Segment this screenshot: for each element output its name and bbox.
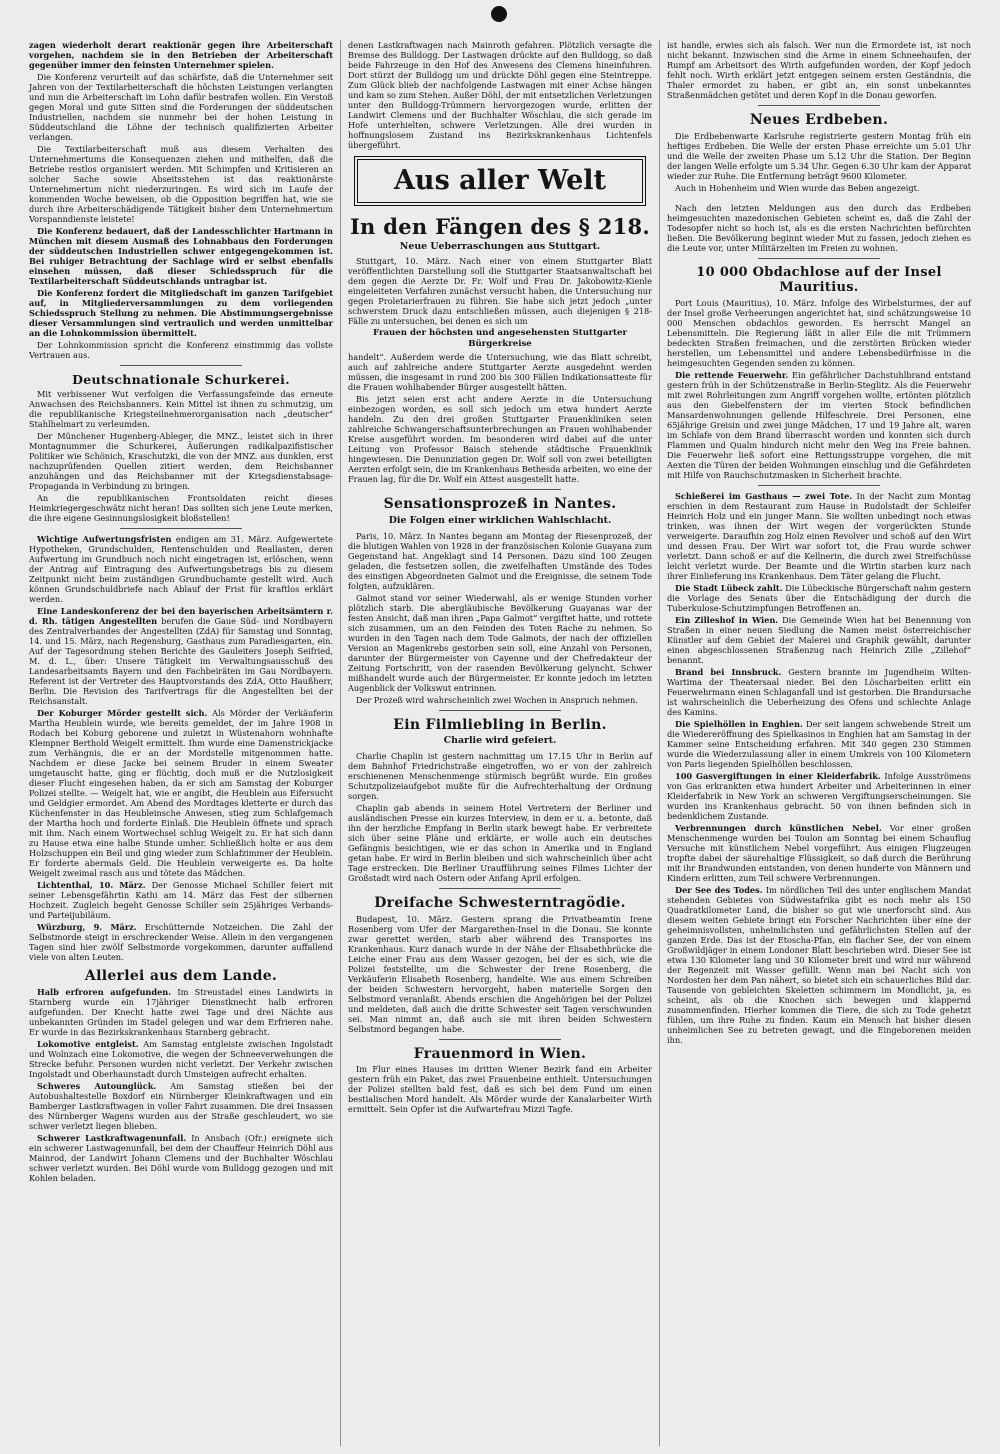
- news-item-lead: Der Koburger Mörder gestellt sich.: [37, 708, 208, 718]
- news-item-lead: Die Spielhöllen in Enghien.: [675, 718, 803, 729]
- columns: [22, 40, 978, 1446]
- paragraph: ist handle, erwies sich als falsch. Wer nun die Ermordete ist, ist noch nicht bekannt. Inzwischen sind die Arme in einem Schneehaufen, der Rumpf am Arbeitsort des Wirth aufgefunden worden, der Kopf jedoch fehlt noch. Wirth erklärt jetzt entgegen seinem ersten Geständnis, die Thaler ermordet zu haben, er gibt an, ein sonst unbekanntes Straßenmädchen getötet und deren Kopf in die Donau geworfen.: [667, 40, 971, 100]
- news-item: [29, 1133, 333, 1183]
- news-item-text: Die Lübeckische Bürgerschaft nahm gestern die Vorlage des Senats über die Entschädigung der durch die Tuberkulose-Schutzimpfungen Betroffenen an.: [667, 582, 971, 613]
- news-item: [29, 606, 333, 706]
- subheadline: Neue Ueberraschungen aus Stuttgart.: [399, 240, 601, 252]
- paragraph: Nach den letzten Meldungen aus den durch das Erdbeben heimgesuchten mazedonischen Gebieten scheint es, daß die Zahl der Todesopfer nicht so hoch ist, als es die ersten Nachrichten befürchten ließen. Die Bevölkerung beginnt wieder Mut zu fassen, jedoch ziehen es die Leute vor, unter Militärzelten im Freien zu wohnen.: [667, 202, 971, 253]
- paragraph: Chaplin gab abends in seinem Hotel Vertretern der Berliner und ausländischen Presse ein kurzes Interview, in dem er u. a. betonte, daß ihn der herzliche Empfang in Berlin stark bewegt habe. Er verbreitete sich über seine Pläne und erklärte, er wolle auch ein deutsches Gefängnis besichtigen, wie er das schon in Amerika und in England getan habe. Er wird in Berlin bleiben und sich wahrscheinlich über acht Tage erstrecken. Die Berliner Uraufführung seines Filmes Lichter der Großstadt wird nach Ostern oder Anfang April erfolgen.: [348, 802, 652, 883]
- paragraph: Die Erdbebenwarte Karlsruhe registrierte gestern Montag früh ein heftiges Erdbeben. Die Welle der ersten Phase erreichte um 5.01 Uhr und die Welle der zweiten Phase um 5.12 Uhr die Station. Der Beginn der langen Welle erfolgte um 5.34 Uhr. Gegen 6.30 Uhr kam der Apparat wieder zur Ruhe. Die Entfernung beträgt 9600 Kilometer.: [667, 130, 971, 181]
- news-item-text: Der Genosse Michael Schiller feiert mit seiner Lebensgefährtin Kathi am 14. März das Fest der silbernen Hochzeit. Zugleich begeht Genosse Schiller sein 25jähriges Verbands- und Parteijubiläum.: [29, 880, 333, 920]
- headline: 10 000 Obdachlose auf der Insel Mauritius.: [696, 264, 942, 296]
- news-item: [29, 1081, 333, 1131]
- news-item-text: In Ansbach (Ofr.) ereignete sich ein schwerer Lastwagenunfall, bei dem der Chauffeur Heinrich Döhl aus Mainrod, der Landwirt Johann Clemens und der Buchhalter Wöschlau schwer verletzt wurden. Bei Döhl wurde vom Bulldogg gezogen und mit Kohlen beladen.: [29, 1132, 333, 1183]
- column-left: [22, 40, 340, 1446]
- headline: Ein Filmliebling in Berlin.: [393, 716, 607, 733]
- news-item: [667, 615, 971, 665]
- news-item-lead: Eine Landeskonferenz der bei den bayerischen Arbeitsämtern r. d. Rh. tätigen Angestellten: [29, 606, 333, 626]
- news-item-text: Im nördlichen Teil des unter englischem Mandat stehenden Gebietes von Südwestafrika gibt es noch mehr als 150 Quadratkilometer Land, die bisher so gut wie unerforscht sind. Aus diesem weiten Gebiete bringt ein Forscher Nachrichten über eine der geheimnisvollsten, unheimlichsten und gefährlichsten Stellen auf der ganzen Erde. Das ist der Etoscha-Pfan, ein flacher See, der von einem Großwildjäger in einem Londoner Blatt beschrieben wird. Dieser See ist etwa 130 Kilometer lang und 30 Kilometer breit und wird nur während der Regenzeit mit Wasser gefüllt. Wenn man bei Nacht sich von Nordosten her dem Pan nähert, so bietet sich ein schauerliches Bild dar. Tausende von gebleichten Skeletten schimmern im Mondlicht, ja, es scheint, als ob die Knochen sich bewegen und klappernd zusammenfinden. Hierher kommen die Tiere, die sich zu Tode gehetzt fühlen, um ihre Ruhe zu finden. Kaum ein Mensch hat bisher diesen unheimlichen See zu betreten gewagt, und die Eingeborenen meiden ihn.: [667, 884, 971, 1045]
- headline: In den Fängen des § 218.: [349, 213, 651, 239]
- news-item-text: Am Samstag stießen bei der Autobushaltestelle Boxdorf ein Nürnberger Kleinkraftwagen und ein Bamberger Lastkraftwagen in voller Fahrt zusammen. Die drei Insassen des Nürnberger Wagens wurden aus der Straße geschleudert, wo sie schwer verletzt liegen blieben.: [29, 1080, 333, 1131]
- news-item-lead: Ein Zilleshof in Wien.: [675, 614, 779, 625]
- divider: [758, 258, 880, 259]
- news-item-text: Ein gefährlicher Dachstuhlbrand entstand gestern früh in der Schützenstraße in Berlin-Steglitz. Als die Feuerwehr mit zwei Rohrleitungen zum Angriff vorgehen wollte, ertönten plötzlich aus den Giebelfenstern der im vierten Stock befindlichen Mansardenwohnungen gellende Hilfeschreie. Drei Personen, eine 65jährige Greisin und zwei junge Mädchen, 17 und 19 Jahre alt, waren im Schlafe von dem Brand überrascht worden und konnten sich durch Flammen und Qualm hindurch nicht mehr den Weg ins Freie bahnen. Die Feuerwehr ließ sofort eine Rettungsstruppe vorgehen, die mit Aexten die Türen der beiden Wohnungen einschlug und die Gefährdeten mit Hilfe von Rauchschutzmasken in Sicherheit brachte.: [667, 369, 971, 480]
- news-item-lead: Würzburg, 9. März.: [37, 922, 137, 932]
- paragraph: Mit verbissener Wut verfolgen die Verfassungsfeinde das erneute Anwachsen des Reichsbanners. Kein Mittel ist ihnen zu schmutzig, um die republikanische Kriegsteilnehmerorganisation nach „deutscher“ Stahlhelmart zu verleumden.: [29, 389, 333, 429]
- news-item-text: Gestern brannte im Jugendheim Wilten-Wartima der Theatersaal nieder. Bei den Löscharbeiten erlitt ein Feuerwehrmann einen Schlaganfall und ist gestorben. Die Brandursache ist wahrscheinlich die Ueberheizung des Ofens und schlechte Anlage des Kamins.: [667, 666, 971, 717]
- news-item: [29, 708, 333, 878]
- paragraph: denen Lastkraftwagen nach Mainroth gefahren. Plötzlich versagte die Bremse des Bulldogg. Der Lastwagen drückte auf den Bulldogg, so daß beide Fahrzeuge in den Hof des Anwesens des Clemens hineinfuhren. Dort stürzt der Bulldogg um und drückte Döhl gegen eine Steintreppe. Zum Glück blieb der nachfolgende Lastwagen mit einer Achse hängen und kam so zum Stehen. Außer Döhl, der mit entsetzlichen Verletzungen unter den Bulldogg-Trümmern hervorgezogen wurde, erlitten der Landwirt Clemens und der Buchhalter Wöschlau, die sich gerade im Hofe unterhielten, schwere Verletzungen. Alle drei wurden in hoffnungslosem Zustand ins Bezirkskrankenhaus Lichtenfels übergeführt.: [348, 40, 652, 150]
- news-item-lead: 100 Gasvergiftungen in einer Kleiderfabrik.: [675, 770, 881, 781]
- news-item: [667, 719, 971, 769]
- subheadline: Die Folgen einer wirklichen Wahlschlacht.: [388, 515, 612, 527]
- paragraph: Bis jetzt seien erst acht andere Aerzte in die Untersuchung einbezogen worden, es soll sich jedoch um etwa hundert Aerzte handeln. Zu den drei großen Stuttgarter Frauenkliniken seien zahlreiche Schwangerschaftsunterbrechungen an Frauen wohlhabender Kreise ausgeführt worden. Im besonderen wird dabei auf die unter Leitung von Professor Baisch stehende städtische Frauenklinik hingewiesen. Die Denunziation gegen Dr. Wolf soll von zwei beteiligten Aerzten erfolgt sein, die im Krankenhaus Bethesda arbeiten, wo eine der Frauen lag, für die Dr. Wolf ein Attest ausgestellt hatte.: [348, 394, 652, 485]
- divider: [120, 365, 242, 366]
- news-item-lead: Die Stadt Lübeck zahlt.: [675, 582, 783, 593]
- news-item: [667, 491, 971, 581]
- column-middle: [340, 40, 659, 1446]
- paragraph: Die Konferenz fordert die Mitgliedschaft im ganzen Tarifgebiet auf, in Mitgliederversammlungen zu dem vorliegenden Schiedsspruch Stellung zu nehmen. Die Abstimmungsergebnisse dieser Versammlungen sind vertraulich und werden unmittelbar an die Lohnkommission übermittelt.: [29, 288, 333, 338]
- headline: Sensationsprozeß in Nantes.: [383, 496, 617, 513]
- news-item-text: In der Nacht zum Montag erschien in dem Restaurant zum Hause in Rudolstadt der Schleifer Heinrich Holz und ein junger Mann. Sie wollten unbedingt noch etwas trinken, was ihnen der Wirt wegen der vorgerückten Stunde verweigerte. Daraufhin zog Holz einen Revolver und schoß auf den Wirt und dessen Frau. Der Wirt war sofort tot, die Frau wurde schwer verletzt. Dann schoß er auf die Kellnerin, die durch zwei Streifschüsse leicht verletzt wurde. Der Beamte und die Wirtin starben kurz nach ihrer Einlieferung ins Krankenhaus. Dem Täter gelang die Flucht.: [667, 490, 971, 581]
- paragraph: Auch in Hohenheim und Wien wurde das Beben angezeigt.: [675, 182, 920, 193]
- paragraph: Der Prozeß wird wahrscheinlich zwei Wochen in Anspruch nehmen.: [356, 694, 638, 705]
- column-right: [659, 40, 978, 1446]
- paragraph: An die republikanischen Frontsoldaten reicht dieses Heimkriegergeschwätz nicht heran! Das sollten sich jene Leute merken, die ihre eigene Gesinnungslosigkeit bloßstellen!: [29, 493, 333, 523]
- divider: [439, 710, 561, 711]
- spacer: [667, 195, 971, 203]
- news-item: [667, 885, 971, 1045]
- news-item-text: Infolge Ausströmens von Gas erkrankten etwa hundert Arbeiter und Arbeiterinnen in einer Kleiderfabrik in New York an schweren Vergiftungserscheinungen. Sie wurden ins Krankenhaus gebracht. 50 von ihnen befinden sich in bedenklichem Zustande.: [667, 770, 971, 821]
- paragraph: Paris, 10. März. In Nantes begann am Montag der Riesenprozeß, der die blutigen Wahlen von 1928 in der französischen Kolonie Guayana zum Gegenstand hat. Angeklagt sind 14 Personen. Dazu sind 100 Zeugen geladen, die festsetzen sollen, die zweifelhaften Umstände des Todes des einstigen Abgeordneten Galmot und die Ereignisse, die seinem Tode folgten, aufzuklären.: [348, 530, 652, 591]
- news-item-lead: Der See des Todes.: [675, 884, 763, 895]
- divider: [120, 528, 242, 529]
- news-item-lead: Lichtenthal, 10. März.: [37, 880, 146, 890]
- news-item-text: Vor einer großen Menschenmenge wurden bei Toulon am Sonntag bei einem Schauflug Versuche mit künstlichem Nebel vorgeführt. Aus einigen Flugzeugen tropfte dabei der säurehaltige Flüssigkeit, so daß durch die Berührung mit ihr Brandwunden entstanden, von denen hunderte von Männern und Kindern erlitten, zum Teil schwere Verbrennungen.: [667, 822, 971, 883]
- news-item: [667, 370, 971, 480]
- divider: [758, 485, 880, 486]
- paragraph: Charlie Chaplin ist gestern nachmittag um 17.15 Uhr in Berlin auf dem Bahnhof Friedrichstraße eingetroffen, wo er von der zahlreich erschienenen Menschenmenge stürmisch begrüßt wurde. Ein großes Schutzpolizeiaufgebot mußte für die Aufrechterhaltung der Ordnung sorgen.: [348, 750, 652, 801]
- punch-hole: [491, 6, 507, 22]
- news-item-text: Als Mörder der Verkäuferin Martha Heublein wurde, wie bereits gemeldet, der im Jahre 1908 in Rodach bei Koburg geborene und zuletzt in Wüstenahorn wohnhafte Klempner Berthold Weigelt ermittelt. Ihm wurde eine Damenstrickjacke zum Verhängnis, die er an der Mordstelle mitgenommen hatte. Nachdem er diese Jacke bei seinem Bruder in einem Sweater umgetauscht hatte, ging er flüchtig, doch muß er die Nutzlosigkeit dieser Flucht eingesehen haben, da er sich am Samstag der Koburger Polizei stellte. — Weigelt hat, wie er angibt, die Heublein aus Eifersucht und Geldgier ermordet. Am Abend des Mordtages kletterte er durch das Küchenfenster in das Heubleinsche Anwesen, stieg zum Schlafgemach der Martha hoch und forderte Einlaß. Die Heublein öffnete und sprach mit ihm. Nach einem Wortwechsel schlug Weigelt zu. Er hat sich dann zu Hause etwa eine halbe Stunde umher. Schließlich holte er aus dem Holzschuppen ein Beil und ging wieder zum Schlafzimmer der Heublein. Er forderte abermals Geld. Die Heublein verweigerte es. Da holte Weigelt zweimal rasch aus und tötete das Mädchen.: [29, 708, 334, 878]
- paragraph: Galmot stand vor seiner Wiederwahl, als er wenige Stunden vorher plötzlich starb. Die abergläubische Bevölkerung Guayanas war der festen Ansicht, daß man ihren „Papa Galmot“ vergiftet hatte, und rottete sich zusammen, um an den Feinden des Toten Rache zu nehmen. So wurden in den Tagen nach dem Tode Galmots, der nach der offiziellen Version an Magenkrebs gestorben sein soll, eine Anzahl von Personen, darunter der Bürgermeister von Cayenne und der Chefredakteur der Zeitung Fortschritt, von der rasenden Bevölkerung gelyncht. Schwer mißhandelt wurde auch der Bürgermeister. Er konnte jedoch im letzten Augenblick der Volkswut entrinnen.: [348, 592, 652, 693]
- highlight-line: Frauen der höchsten und angesehensten Stuttgarter Bürgerkreise: [373, 328, 627, 349]
- headline: Allerlei aus dem Lande.: [84, 968, 278, 984]
- news-item-lead: Lokomotive entgleist.: [37, 1038, 139, 1049]
- headline: Dreifache Schwesterntragödie.: [374, 894, 626, 911]
- paragraph: Im Flur eines Hauses im dritten Wiener Bezirk fand ein Arbeiter gestern früh ein Paket, das zwei Frauenbeine enthielt. Untersuchungen der Polizei stellten bald fest, daß es sich bei dem Fund um einen bestialischen Mord handelt. Als Mörder wurde der Kanalarbeiter Wirth ermittelt. Sein Opfer ist die Aufwartefrau Mizzi Tagfe.: [348, 1064, 652, 1115]
- paragraph: Der Münchener Hugenberg-Ableger, die MNZ., leistet sich in ihrer Montagnummer die Schurkerei, Äußerungen radikalpazifistischer Politiker wie Schönich, Kraschutzki, die von der MNZ. aus dunklen, erst nachzuprüfenden Quellen zitiert werden, dem Reichsbanner anzuhängen und das Reichsbanner mit der Kriegsdienstabsage-Propaganda in Verbindung zu bringen.: [29, 431, 333, 491]
- news-item: [29, 534, 333, 604]
- headline: Frauenmord in Wien.: [413, 1045, 587, 1062]
- paragraph: Stuttgart, 10. März. Nach einer von einem Stuttgarter Blatt veröffentlichten Darstellung soll die Stuttgarter Staatsanwaltschaft bei dem gegen die Aerzte Dr. Fr. Wolf und Frau Dr. Jakobowitz-Kienle eingeleiteten Verfahren zunächst versucht haben, die Untersuchung nur gegen Proletarierfrauen zu führen. Sie habe sich jetzt jedoch „unter schwerstem Druck dazu entschließen müssen, auch diejenigen § 218-Fälle zu untersuchen, bei denen es sich um: [348, 256, 652, 327]
- article-lead: zagen wiederholt derart reaktionär gegen ihre Arbeiterschaft vorgehen, nachdem sie in den Betrieben der Arbeiterschaft gegenüber immer den feinsten Unternehmer spielen.: [29, 40, 333, 70]
- section-banner: Aus aller Welt: [354, 156, 646, 206]
- news-item-text: Am Samstag entgleiste zwischen Ingolstadt und Wolnzach eine Lokomotive, die wegen der Schneeverwehungen die Strecke befuhr. Personen wurden nicht verletzt. Der Verkehr zwischen Ingolstadt und Oberhaunstadt durch Umsteigen aufrecht erhalten.: [29, 1038, 333, 1079]
- news-item-lead: Halb erfroren aufgefunden.: [37, 986, 172, 997]
- divider: [758, 105, 880, 106]
- subheadline: Charlie wird gefeiert.: [443, 735, 557, 747]
- news-item-lead: Verbrennungen durch künstlichen Nebel.: [675, 822, 882, 833]
- news-item-text: Der seit langem schwebende Streit um die Wiedereröffnung des Spielkasinos in Enghien hat am Samstag in der Kammer seine Entscheidung erfahren. Mit 340 gegen 230 Stimmen wurde die Wiederzulassung aller in einem Umkreis von 100 Kilometern von Paris liegenden Spielhöllen beschlossen.: [667, 718, 971, 769]
- news-item: [667, 771, 971, 821]
- divider: [439, 1039, 561, 1040]
- paragraph: Der Lohnkommission spricht die Konferenz einstimmig das vollste Vertrauen aus.: [29, 340, 333, 360]
- divider: [439, 888, 561, 889]
- news-item: [667, 667, 971, 717]
- paragraph: Die Konferenz bedauert, daß der Landesschlichter Hartmann in München mit diesem Ausmaß des Lohnabbaus den Forderungen der süddeutschen Industriellen schwer entgegengekommen ist. Bei ruhiger Betrachtung der Sachlage wird er selbst ebenfalls einsehen müssen, daß dieser Schiedsspruch für die Textilarbeiterschaft Süddeutschlands untragbar ist.: [29, 226, 333, 286]
- paragraph: handelt“. Außerdem werde die Untersuchung, wie das Blatt schreibt, auch auf zahlreiche andere Stuttgarter Aerzte ausgedehnt werden müssen, die insgesamt in rund 200 bis 300 Fällen Indikationsatteste für die Frauen wohlhabender Bürger ausgestellt hätten.: [348, 352, 652, 393]
- paragraph: Die Konferenz verurteilt auf das schärfste, daß die Unternehmer seit Jahren von der Textilarbeiterschaft die höchsten Leistungen verlangten und nun die Arbeiterschaft im Lohn dafür bestrafen wollen. Ein Verstoß gegen Moral und gute Sitten sind die Forderungen der süddeutschen Industriellen, nachdem sie nunmehr bei der hohen Leistung in Süddeutschland die Löhne der technisch qualifizierten Arbeiter verlangen.: [29, 72, 333, 142]
- headline: Neues Erdbeben.: [749, 112, 889, 128]
- news-item: [29, 880, 333, 920]
- news-item: [667, 823, 971, 883]
- news-item-text: endigen am 31. März. Aufgewertete Hypotheken, Grundschulden, Rentenschulden und Reallasten, deren Aufwertung im Grundbuch noch nicht eingetragen ist, erlöschen, wenn der Antrag auf Eintragung des Aufwertungsbetrags bis zu diesem Zeitpunkt nicht beim zuständigen Grundbuchamte gestellt wird. Auch können Grundschuldbriefe nach Ablauf der Frist für kraftlos erklärt werden.: [29, 534, 333, 604]
- paragraph: Port Louis (Mauritius), 10. März. Infolge des Wirbelsturmes, der auf der Insel große Verheerungen angerichtet hat, sind schätzungsweise 10 000 Menschen obdachlos geworden. Es herrscht Mangel an Lebensmitteln. Die Regierung läßt in aller Eile die mit Trümmern bedeckten Straßen freimachen, und die zerstörten Brücken wieder herstellen, um Lebensmittel und andere Lebensbedürfnisse in die heimgesuchten Gegenden senden zu können.: [667, 297, 971, 368]
- paragraph: Die Textilarbeiterschaft muß aus diesem Verhalten des Unternehmertums die Konsequenzen ziehen und mithelfen, daß die Betriebe restlos organisiert werden. Mit Schimpfen und Kritisieren an solcher Sache sowie Abseitsstehen ist das reaktionärste Unternehmertum nicht niederzuringen. Es wird sich im Laufe der kommenden Woche beweisen, ob die Opposition begriffen hat, wie sie durch ihre Arbeiterschädigende Tätigkeit bisher dem Unternehmertum Vorspanndienste leistete!: [29, 144, 333, 224]
- news-item-lead: Wichtige Aufwertungsfristen: [37, 534, 172, 544]
- headline: Deutschnationale Schurkerei.: [72, 372, 290, 387]
- news-item-lead: Schießerei im Gasthaus — zwei Tote.: [675, 490, 853, 501]
- news-item-lead: Brand bei Innsbruck.: [675, 666, 782, 677]
- news-item-text: Erschütternde Notzeichen. Die Zahl der Selbstmorde steigt in erschreckender Weise. Allein in den vergangenen Tagen sind hier zwölf Selbstmorde vorgekommen, darunter auffallend viele von alten Leuten.: [29, 922, 333, 962]
- divider: [439, 489, 561, 490]
- news-item-text: Im Streustadel eines Landwirts in Starnberg wurde ein 17jähriger Dienstknecht halb erfroren aufgefunden. Der Knecht hatte zwei Tage und drei Nächte aus unbekannten Gründen im Stadel gelegen und war dem Erfrieren nahe. Er wurde in das Bezirkskrankenhaus Starnberg gebracht.: [29, 986, 333, 1037]
- paragraph: Budapest, 10. März. Gestern sprang die Privatbeamtin Irene Rosenberg vom Ufer der Margarethen-Insel in die Donau. Sie konnte zwar gerettet werden, starb aber während des Transportes ins Krankenhaus. Kurz danach wurde in der Nähe der Elisabethbrücke die Leiche einer Frau aus dem Wasser gezogen, bei der es sich, wie die Polizei feststellte, um die Schwester der Irene Rosenberg, die Verkäuferin Elisabeth Rosenberg, handelte. Wie aus einem Schreiben der beiden Schwestern hervorgeht, haben materielle Sorgen den Selbstmord veranlaßt. Abends erschien die Angehörigen bei der Polizei und meldeten, daß auch die dritte Schwester seit Tagen verschwunden sei. Man nimmt an, daß auch sie mit ihren beiden Schwestern Selbstmord begangen habe.: [348, 913, 652, 1034]
- news-item: [29, 1039, 333, 1079]
- news-item: [667, 583, 971, 613]
- news-item-lead: Schwerer Lastkraftwagenunfall.: [37, 1132, 187, 1143]
- news-item-text: Die Gemeinde Wien hat bei Benennung von Straßen in einer neuen Siedlung die Namen meist österreichischer Künstler auf dem Gebiet der Malerei und Graphik gewählt, darunter einen abgeschlossenen Straßenzug nach Heinrich Zille „Zillehof“ benannt.: [667, 614, 971, 665]
- news-item-lead: Die rettende Feuerwehr.: [675, 369, 789, 380]
- news-item: [29, 922, 333, 962]
- news-item: [29, 987, 333, 1037]
- news-item-text: berufen die Gaue Süd- und Nordbayern des Zentralverbandes der Angestellten (ZdA) für Samstag und Sonntag, 14. und 15. März, nach Regensburg, Gasthaus zum Paradiesgarten, ein. Auf der Tagesordnung stehen Berichte des Gauleiters Joseph Seifried, M. d. L., über: Unsere Tätigkeit im Verwaltungsausschuß des Landesarbeitsamts Bayern und den Fachbeiräten im Gau Nordbayern. Referent ist der Vertreter des Hauptvorstands des ZdA, Otto Haußherr, Berlin. Die Revision des Tarifvertrags für die Angestellten bei der Reichsanstalt.: [29, 616, 333, 706]
- news-item-lead: Schweres Autounglück.: [37, 1080, 157, 1091]
